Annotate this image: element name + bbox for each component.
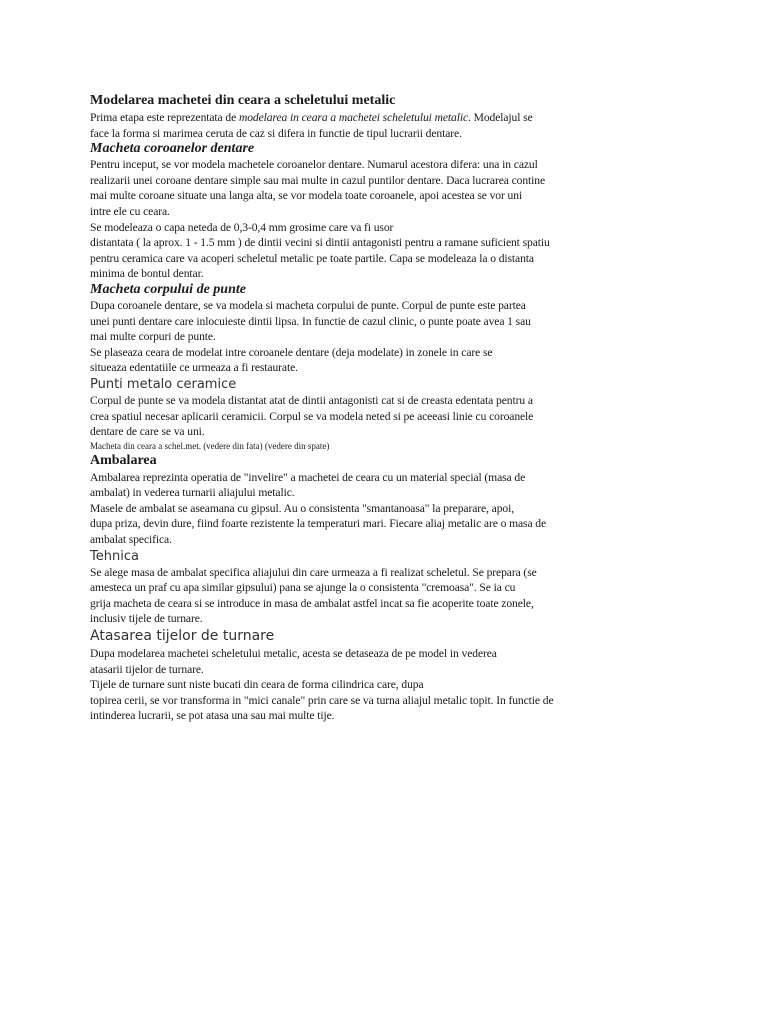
paragraph-line: Masele de ambalat se aseamana cu gipsul. Au o consistenta "smantanoasa" la preparare, apoi, bbox=[90, 501, 515, 515]
paragraph-line: Pentru inceput, se vor modela machetele coroanelor dentare. Numarul acestora difera: una in cazul bbox=[90, 158, 538, 172]
section-heading-atasarea-tijelor: Atasarea tijelor de turnare bbox=[90, 628, 275, 645]
paragraph-line: Se plaseaza ceara de modelat intre coroanele dentare (deja modelate) in zonele in care se bbox=[90, 345, 493, 359]
paragraph-line: distantata ( la aprox. 1 - 1.5 mm ) de dintii vecini si dintii antagonisti pentru a ramane suficient spatiu bbox=[90, 236, 550, 250]
paragraph-line: mai multe corpuri de punte. bbox=[90, 330, 216, 344]
section-body-atasarea-tijelor bbox=[90, 646, 635, 724]
section-heading-tehnica: Tehnica bbox=[90, 548, 139, 564]
section-body-tehnica bbox=[90, 565, 635, 627]
document-page bbox=[90, 92, 635, 724]
intro-paragraph bbox=[90, 110, 635, 141]
paragraph-line: Corpul de punte se va modela distantat atat de dintii antagonisti cat si de creasta edentata pentru a bbox=[90, 393, 533, 407]
paragraph-line: ambalat specifica. bbox=[90, 533, 172, 547]
paragraph-line: amesteca un praf cu apa similar gipsului) pana se ajunge la o consistenta "cremoasa". Se ia cu bbox=[90, 581, 516, 595]
intro-text-start: Prima etapa este reprezentata de bbox=[90, 111, 239, 124]
paragraph-line: intre ele cu ceara. bbox=[90, 204, 170, 218]
paragraph-line: Se modeleaza o capa neteda de 0,3-0,4 mm grosime care va fi usor bbox=[90, 220, 394, 234]
paragraph-line: minima de bontul dentar. bbox=[90, 267, 204, 281]
intro-text-end: . Modelajul se bbox=[468, 111, 533, 124]
intro-line-1 bbox=[90, 110, 635, 126]
section-body-macheta-corpului bbox=[90, 298, 635, 376]
paragraph-line: mai multe coroane situate una langa alta, se vor modela toate coroanele, apoi acestea se vor uni bbox=[90, 189, 523, 203]
intro-line-2: face la forma si marimea ceruta de caz si difera in functie de tipul lucrarii dentare. bbox=[90, 126, 462, 140]
paragraph-line: intinderea lucrarii, se pot atasa una sau mai multe tije. bbox=[90, 709, 335, 723]
section-body-macheta-coroanelor bbox=[90, 157, 635, 282]
paragraph-line: realizarii unei coroane dentare simple sau mai multe in cazul puntilor dentare. Daca lucrarea contine bbox=[90, 173, 546, 187]
section-heading-macheta-coroanelor: Macheta coroanelor dentare bbox=[90, 141, 255, 157]
paragraph-line: Se alege masa de ambalat specifica aliajului din care urmeaza a fi realizat scheletul. Se prepara (se bbox=[90, 565, 537, 579]
paragraph-line: Dupa coroanele dentare, se va modela si macheta corpului de punte. Corpul de punte este partea bbox=[90, 298, 526, 312]
paragraph-line: dupa priza, devin dure, fiind foarte rezistente la temperaturi mari. Fiecare aliaj metalic are o masa de bbox=[90, 517, 547, 531]
paragraph-line: crea spatiul necesar aplicarii ceramicii. Corpul se va modela neted si pe aceeasi linie cu coroanele bbox=[90, 409, 534, 423]
paragraph-line: situeaza edentatiile ce urmeaza a fi restaurate. bbox=[90, 361, 298, 375]
paragraph-line: Dupa modelarea machetei scheletului metalic, acesta se detaseaza de pe model in vederea bbox=[90, 647, 497, 661]
section-heading-punti-metalo-ceramice: Punti metalo ceramice bbox=[90, 376, 237, 392]
paragraph-line: Tijele de turnare sunt niste bucati din ceara de forma cilindrica care, dupa bbox=[90, 678, 424, 692]
section-body-punti-metalo-ceramice bbox=[90, 393, 635, 440]
section-body-ambalarea bbox=[90, 470, 635, 548]
document-title: Modelarea machetei din ceara a scheletului metalic bbox=[90, 93, 396, 108]
paragraph-line: grija macheta de ceara si se introduce in masa de ambalat astfel incat sa fie acoperite toate zonele, bbox=[90, 596, 534, 610]
section-heading-ambalarea: Ambalarea bbox=[90, 452, 157, 468]
paragraph-line: atasarii tijelor de turnare. bbox=[90, 662, 204, 676]
figure-caption: Macheta din ceara a schel.met. (vedere din fata) (vedere din spate) bbox=[90, 440, 330, 451]
paragraph-line: Ambalarea reprezinta operatia de "invelire" a machetei de ceara cu un material special (masa de bbox=[90, 470, 526, 484]
paragraph-line: topirea cerii, se vor transforma in "mici canale" prin care se va turna aliajul metalic topit. In functie de bbox=[90, 693, 554, 707]
section-heading-macheta-corpului: Macheta corpului de punte bbox=[90, 281, 246, 297]
paragraph-line: pentru ceramica care va acoperi scheletul metalic pe toate partile. Capa se modeleaza la o distanta bbox=[90, 251, 534, 265]
paragraph-line: inclusiv tijele de turnare. bbox=[90, 612, 203, 626]
intro-emphasis: modelarea in ceara a machetei scheletului metalic bbox=[238, 111, 469, 124]
paragraph-line: ambalat) in vederea turnarii aliajului metalic. bbox=[90, 486, 295, 500]
paragraph-line: dentare de care se va uni. bbox=[90, 425, 205, 439]
paragraph-line: unei punti dentare care inlocuieste dintii lipsa. In functie de cazul clinic, o punte poate avea 1 sau bbox=[90, 314, 531, 328]
